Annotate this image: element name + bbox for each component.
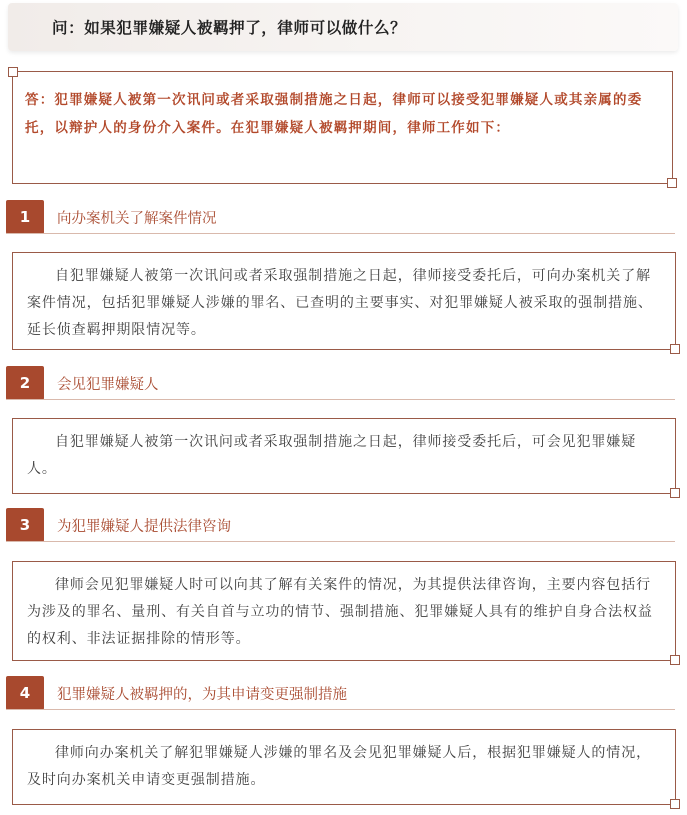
section-title: 为犯罪嫌疑人提供法律咨询 [57,518,231,535]
frame-corner-decoration [670,488,680,498]
section-header-1 [6,200,217,234]
frame-corner-decoration [670,344,680,354]
answer-text: 答：犯罪嫌疑人被第一次讯问或者采取强制措施之日起，律师可以接受犯罪嫌疑人或其亲属的委托，以辩护人的身份介入案件。在犯罪嫌疑人被羁押期间，律师工作如下： [25,92,643,136]
section-body-2 [12,418,676,494]
section-body-1 [12,252,676,350]
section-header-3 [6,508,231,542]
question-banner [8,3,678,51]
section-number-badge: 4 [6,676,44,710]
question-text: 问：如果犯罪嫌疑人被羁押了，律师可以做什么？ [52,19,407,37]
frame-corner-decoration [8,67,18,77]
section-text: 自犯罪嫌疑人被第一次讯问或者采取强制措施之日起，律师接受委托后，可向办案机关了解案件情况，包括犯罪嫌疑人涉嫌的罪名、已查明的主要事实、对犯罪嫌疑人被采取的强制措施、延长侦查羁押期限情况等。 [27,268,653,338]
section-header-4 [6,676,347,710]
section-body-4 [12,729,676,805]
section-text: 律师会见犯罪嫌疑人时可以向其了解有关案件的情况，为其提供法律咨询，主要内容包括行为涉及的罪名、量刑、有关自首与立功的情节、强制措施、犯罪嫌疑人具有的维护自身合法权益的权利、非法证据排除的情形等。 [27,577,653,647]
section-title: 向办案机关了解案件情况 [57,210,217,227]
section-text: 自犯罪嫌疑人被第一次讯问或者采取强制措施之日起，律师接受委托后，可会见犯罪嫌疑人。 [27,434,637,477]
section-number-badge: 3 [6,508,44,542]
section-body-3 [12,561,676,661]
section-divider [6,709,675,710]
frame-corner-decoration [670,655,680,665]
frame-corner-decoration [667,178,677,188]
section-header-2 [6,366,159,400]
section-text: 律师向办案机关了解犯罪嫌疑人涉嫌的罪名及会见犯罪嫌疑人后，根据犯罪嫌疑人的情况，及时向办案机关申请变更强制措施。 [27,745,651,788]
section-number-badge: 1 [6,200,44,234]
section-title: 犯罪嫌疑人被羁押的，为其申请变更强制措施 [57,686,347,703]
section-number-badge: 2 [6,366,44,400]
section-title: 会见犯罪嫌疑人 [57,376,159,393]
section-divider [6,233,675,234]
frame-corner-decoration [670,799,680,809]
section-divider [6,399,675,400]
answer-box [12,71,673,184]
section-divider [6,541,675,542]
